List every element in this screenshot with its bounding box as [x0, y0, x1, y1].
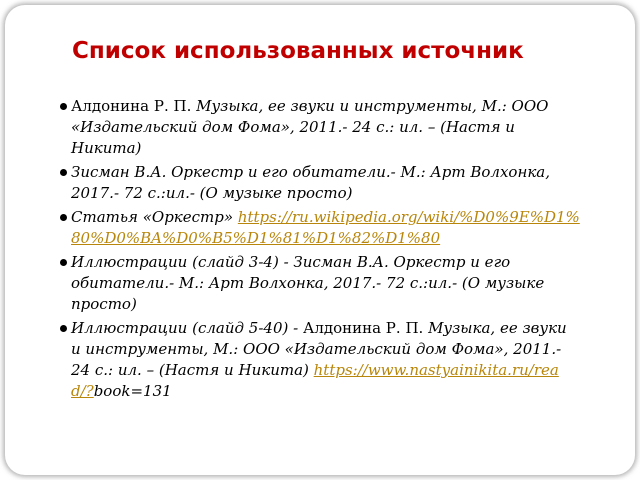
list-item — [60, 252, 580, 315]
list-item — [60, 162, 580, 204]
list-item — [60, 96, 580, 159]
bullet-icon — [60, 103, 67, 110]
bullet-icon — [60, 259, 67, 266]
list-item — [60, 207, 580, 249]
item-text: Музыка, ее звуки и инструменты, М.: ООО «Издательский дом Фома», 2011.- 24 с.: ил. – (Настя и Никита) — [71, 319, 567, 379]
item-prefix: Иллюстрации (слайд 5-40) - — [71, 319, 303, 337]
list-item — [60, 318, 580, 402]
item-suffix: book=131 — [93, 382, 172, 400]
bullet-icon — [60, 169, 67, 176]
sources-list — [60, 96, 580, 405]
item-author: Алдонина Р. П. — [302, 319, 429, 337]
bullet-icon — [60, 325, 67, 332]
item-text: Музыка, ее звуки и инструменты, М.: ООО «Издательский дом Фома», 2011.- 24 с.: ил. – (Настя и Никита) — [71, 97, 549, 157]
bullet-icon — [60, 214, 67, 221]
nastyainikita-link[interactable]: https://www.nastyainikita.ru/read/? — [71, 361, 559, 400]
item-text: Зисман В.А. Оркестр и его обитатели.- М.: Арт Волхонка, 2017.- 72 с.:ил.- (О музыке просто) — [71, 163, 551, 202]
slide-title: Список использованных источник — [72, 38, 524, 64]
item-text: Статья «Оркестр» — [71, 208, 238, 226]
wikipedia-link[interactable]: https://ru.wikipedia.org/wiki/%D0%9E%D1%80%D0%BA%D0%B5%D1%81%D1%82%D1%80 — [71, 208, 580, 247]
item-author: Алдонина Р. П. — [71, 97, 197, 115]
item-text: Иллюстрации (слайд 3-4) - Зисман В.А. Оркестр и его обитатели.- М.: Арт Волхонка, 2017.- 72 с.:ил.- (О музыке просто) — [71, 253, 545, 313]
